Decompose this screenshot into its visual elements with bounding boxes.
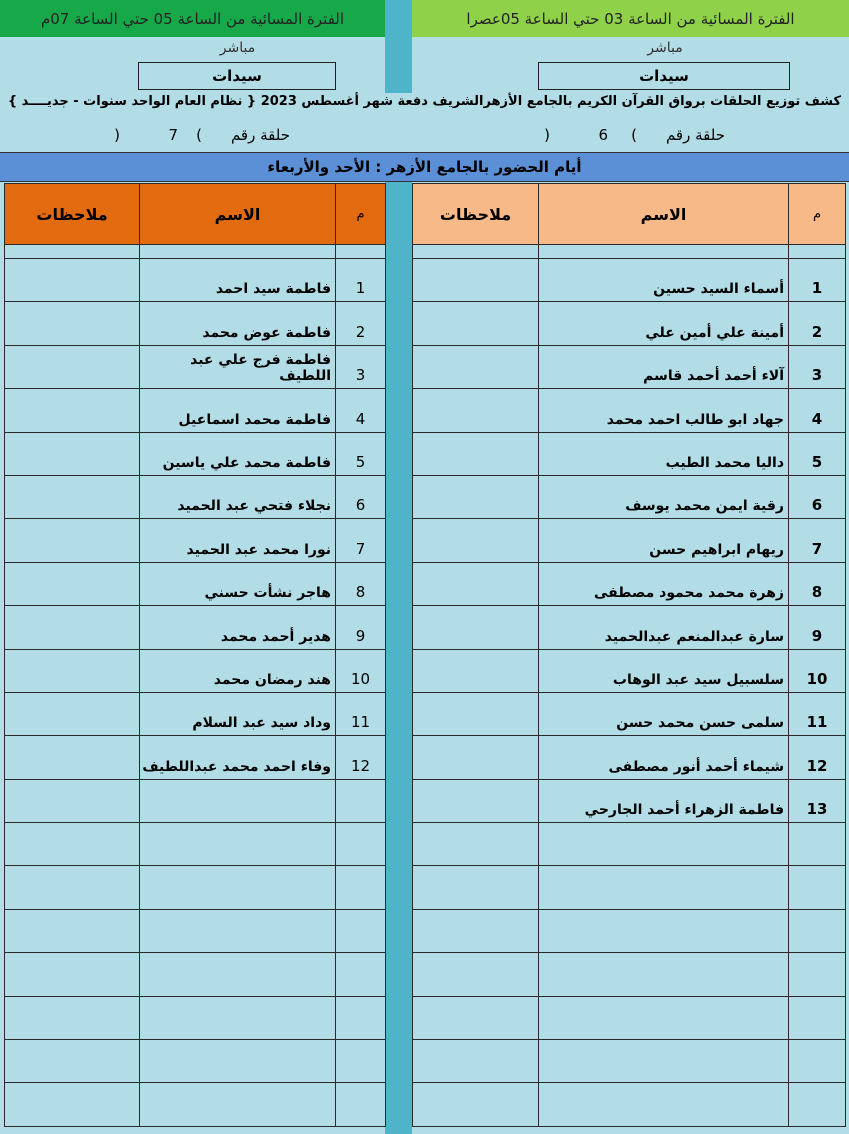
table-row (5, 649, 386, 692)
name-cell: وداد سيد عبد السلام (140, 692, 336, 735)
table-row (5, 779, 386, 822)
number-cell: 4 (336, 389, 386, 432)
table-row (413, 432, 846, 475)
top-divider (385, 0, 412, 93)
number-cell (336, 996, 386, 1039)
right-period-text: الفترة المسائية من الساعة 03 حتي الساعة 05عصرا (466, 9, 795, 28)
left-halaqa-number (110, 126, 290, 150)
notes-cell (5, 1040, 140, 1083)
name-cell (539, 996, 789, 1039)
name-cell: هند رمضان محمد (140, 649, 336, 692)
notes-cell (413, 866, 539, 909)
left-table-header-row (5, 184, 386, 245)
table-row (5, 606, 386, 649)
notes-cell (413, 1083, 539, 1126)
notes-cell (413, 996, 539, 1039)
name-cell: هدير أحمد محمد (140, 606, 336, 649)
number-cell: 1 (336, 259, 386, 302)
name-cell: فاطمة محمد اسماعيل (140, 389, 336, 432)
notes-cell (413, 823, 539, 866)
left-open-paren: ( (196, 126, 202, 144)
name-cell: سلسبيل سيد عبد الوهاب (539, 649, 789, 692)
name-column-header: الاسم (140, 184, 336, 245)
table-row (413, 779, 846, 822)
table-row (413, 1040, 846, 1083)
number-column-header: م (789, 184, 846, 245)
number-cell (336, 909, 386, 952)
left-period-banner (0, 0, 385, 37)
right-open-paren: ( (631, 126, 637, 144)
table-row (5, 736, 386, 779)
name-cell: فاطمة سيد احمد (140, 259, 336, 302)
table-row (5, 345, 386, 388)
right-halaqa-label: حلقة رقم (665, 126, 725, 144)
table-row (413, 996, 846, 1039)
notes-cell (5, 1083, 140, 1126)
name-cell: داليا محمد الطيب (539, 432, 789, 475)
name-cell (539, 953, 789, 996)
right-roster-table (412, 183, 846, 1127)
number-cell (336, 1040, 386, 1083)
table-row (5, 866, 386, 909)
table-row (5, 1083, 386, 1126)
spacer-cell (413, 245, 539, 259)
spacer-cell (789, 245, 846, 259)
notes-cell (413, 302, 539, 345)
notes-cell (413, 909, 539, 952)
right-group-type-text: سيدات (639, 67, 689, 85)
name-cell: سلمى حسن محمد حسن (539, 692, 789, 735)
name-cell: ريهام ابراهيم حسن (539, 519, 789, 562)
spacer-cell (140, 245, 336, 259)
left-close-paren: ) (114, 126, 120, 144)
name-cell (539, 866, 789, 909)
number-cell: 11 (789, 692, 846, 735)
name-cell: جهاد ابو طالب احمد محمد (539, 389, 789, 432)
notes-cell (5, 779, 140, 822)
name-cell: أمينة علي أمين علي (539, 302, 789, 345)
number-cell: 10 (789, 649, 846, 692)
table-row (5, 389, 386, 432)
number-cell (789, 953, 846, 996)
number-cell (336, 823, 386, 866)
table-row (5, 1040, 386, 1083)
name-cell (539, 823, 789, 866)
notes-cell (5, 302, 140, 345)
table-row (413, 909, 846, 952)
notes-cell (5, 996, 140, 1039)
right-close-paren: ) (544, 126, 550, 144)
number-cell: 12 (789, 736, 846, 779)
name-cell: رقية ايمن محمد يوسف (539, 475, 789, 518)
name-cell: فاطمة فرج علي عبد اللطيف (140, 345, 336, 388)
table-row (413, 475, 846, 518)
notes-cell (5, 345, 140, 388)
table-row (413, 649, 846, 692)
right-period-banner (412, 0, 849, 37)
name-cell (140, 823, 336, 866)
table-row (413, 259, 846, 302)
number-cell: 3 (789, 345, 846, 388)
table-row (5, 475, 386, 518)
notes-cell (5, 475, 140, 518)
notes-cell (5, 259, 140, 302)
right-table-header-row (413, 184, 846, 245)
table-row (5, 823, 386, 866)
notes-cell (5, 562, 140, 605)
table-row (5, 909, 386, 952)
name-cell (539, 1083, 789, 1126)
name-cell (140, 1040, 336, 1083)
notes-cell (413, 649, 539, 692)
name-cell (140, 953, 336, 996)
notes-cell (5, 389, 140, 432)
table-row (413, 823, 846, 866)
notes-cell (5, 823, 140, 866)
spacer-cell (336, 245, 386, 259)
left-roster-table (4, 183, 386, 1127)
number-cell: 6 (789, 475, 846, 518)
table-row (413, 692, 846, 735)
name-cell: فاطمة الزهراء أحمد الجارحي (539, 779, 789, 822)
name-cell (539, 1040, 789, 1083)
table-row (413, 519, 846, 562)
table-row (5, 302, 386, 345)
notes-cell (413, 389, 539, 432)
document-title: كشف توزيع الحلقات برواق القرآن الكريم بالجامع الأزهرالشريف دفعة شهر أغسطس 2023 { نظام العام الواحد سنوات - جديــــد } (7, 94, 842, 109)
name-cell (140, 909, 336, 952)
number-cell: 5 (789, 432, 846, 475)
right-group-type (538, 62, 790, 90)
notes-column-header: ملاحظات (413, 184, 539, 245)
name-cell: نجلاء فتحي عبد الحميد (140, 475, 336, 518)
notes-column-header: ملاحظات (5, 184, 140, 245)
notes-cell (5, 909, 140, 952)
number-column-header: م (336, 184, 386, 245)
name-cell (539, 909, 789, 952)
number-cell (789, 866, 846, 909)
notes-cell (413, 475, 539, 518)
name-cell: وفاء احمد محمد عبداللطيف (140, 736, 336, 779)
notes-cell (413, 345, 539, 388)
number-cell: 6 (336, 475, 386, 518)
number-cell: 2 (789, 302, 846, 345)
notes-cell (413, 736, 539, 779)
notes-cell (5, 866, 140, 909)
name-cell: آلاء أحمد أحمد قاسم (539, 345, 789, 388)
notes-cell (413, 779, 539, 822)
number-cell: 7 (336, 519, 386, 562)
name-cell (140, 1083, 336, 1126)
table-row (5, 519, 386, 562)
name-column-header: الاسم (539, 184, 789, 245)
name-cell: سارة عبدالمنعم عبدالحميد (539, 606, 789, 649)
attendance-days-text: أيام الحضور بالجامع الأزهر : الأحد والأربعاء (267, 158, 582, 176)
number-cell (789, 823, 846, 866)
number-cell (336, 1083, 386, 1126)
right-mode-label: مباشر (647, 40, 683, 56)
notes-cell (5, 649, 140, 692)
table-row (413, 866, 846, 909)
middle-divider (385, 182, 412, 1134)
number-cell: 11 (336, 692, 386, 735)
table-row (413, 606, 846, 649)
number-cell: 4 (789, 389, 846, 432)
table-row (5, 953, 386, 996)
header-spacer-row (413, 245, 846, 259)
name-cell (140, 996, 336, 1039)
notes-cell (413, 519, 539, 562)
name-cell: نورا محمد عبد الحميد (140, 519, 336, 562)
number-cell: 12 (336, 736, 386, 779)
notes-cell (5, 606, 140, 649)
number-cell: 8 (789, 562, 846, 605)
number-cell (336, 779, 386, 822)
number-cell: 7 (789, 519, 846, 562)
number-cell: 5 (336, 432, 386, 475)
name-cell: فاطمة عوض محمد (140, 302, 336, 345)
table-row (413, 736, 846, 779)
left-group-type (138, 62, 336, 90)
table-row (5, 432, 386, 475)
right-halaqa-value: 6 (598, 126, 608, 144)
left-group-type-text: سيدات (212, 67, 262, 85)
spacer-cell (5, 245, 140, 259)
number-cell: 8 (336, 562, 386, 605)
left-halaqa-label: حلقة رقم (230, 126, 290, 144)
table-row (5, 259, 386, 302)
left-mode-label: مباشر (219, 40, 256, 56)
number-cell: 9 (789, 606, 846, 649)
name-cell: شيماء أحمد أنور مصطفى (539, 736, 789, 779)
table-row (413, 562, 846, 605)
table-row (413, 953, 846, 996)
table-row (413, 389, 846, 432)
attendance-days-bar (0, 152, 849, 182)
number-cell: 13 (789, 779, 846, 822)
name-cell (140, 866, 336, 909)
name-cell (140, 779, 336, 822)
number-cell (789, 1083, 846, 1126)
number-cell (789, 996, 846, 1039)
name-cell: فاطمة محمد علي ياسين (140, 432, 336, 475)
table-row (413, 1083, 846, 1126)
notes-cell (413, 692, 539, 735)
table-row (5, 692, 386, 735)
table-row (413, 302, 846, 345)
name-cell: هاجر نشأت حسني (140, 562, 336, 605)
number-cell (336, 953, 386, 996)
notes-cell (413, 1040, 539, 1083)
number-cell: 2 (336, 302, 386, 345)
number-cell (789, 1040, 846, 1083)
left-halaqa-value: 7 (168, 126, 178, 144)
number-cell (789, 909, 846, 952)
notes-cell (5, 692, 140, 735)
right-halaqa-number (540, 126, 725, 150)
notes-cell (413, 953, 539, 996)
name-cell: أسماء السيد حسين (539, 259, 789, 302)
notes-cell (413, 606, 539, 649)
name-cell: زهرة محمد محمود مصطفى (539, 562, 789, 605)
spacer-cell (539, 245, 789, 259)
table-row (5, 996, 386, 1039)
notes-cell (413, 432, 539, 475)
number-cell: 1 (789, 259, 846, 302)
table-row (5, 562, 386, 605)
notes-cell (5, 953, 140, 996)
notes-cell (413, 259, 539, 302)
number-cell: 10 (336, 649, 386, 692)
number-cell (336, 866, 386, 909)
number-cell: 3 (336, 345, 386, 388)
table-row (413, 345, 846, 388)
notes-cell (5, 432, 140, 475)
notes-cell (413, 562, 539, 605)
notes-cell (5, 736, 140, 779)
notes-cell (5, 519, 140, 562)
left-period-text: الفترة المسائية من الساعة 05 حتي الساعة 07م (40, 9, 345, 28)
header-spacer-row (5, 245, 386, 259)
number-cell: 9 (336, 606, 386, 649)
